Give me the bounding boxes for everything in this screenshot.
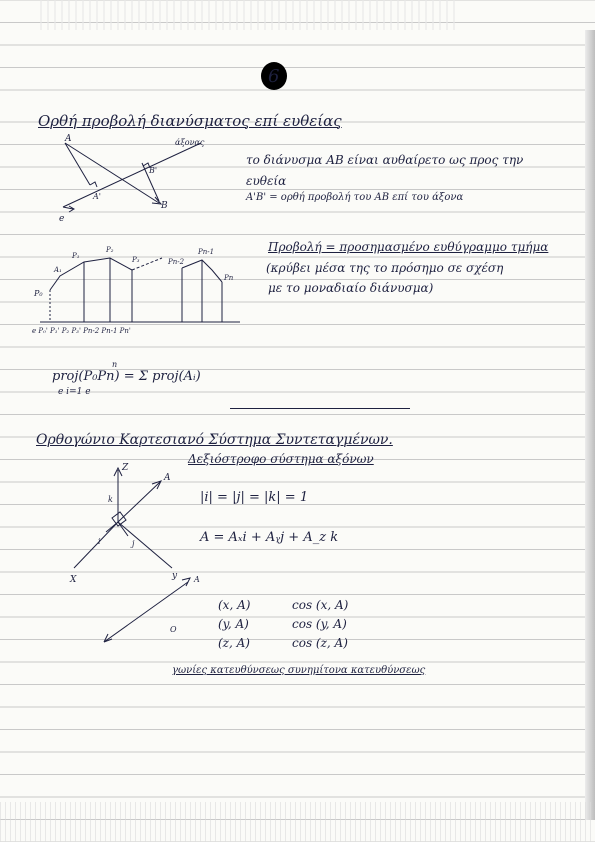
label-pn1: Pn-1 bbox=[198, 248, 215, 256]
angle-za: (z, A) bbox=[218, 636, 250, 650]
vector-a2-label: A bbox=[194, 575, 200, 584]
cos-za: cos (z, A) bbox=[292, 636, 348, 650]
origin-o-label: O bbox=[170, 625, 177, 634]
label-unit-e: e bbox=[59, 214, 65, 224]
direction-vector-diagram bbox=[100, 570, 210, 650]
angle-xa: (x, A) bbox=[218, 598, 251, 612]
direction-caption: γωνίες κατευθύνσεως συνημίτονα κατευθύνσεως bbox=[172, 665, 426, 676]
label-pn2: Pn-2 bbox=[168, 258, 185, 266]
unit-length-eq: |i| = |j| = |k| = 1 bbox=[200, 490, 309, 505]
polyline-projection-diagram bbox=[32, 240, 252, 335]
scan-noise-bottom bbox=[0, 802, 595, 842]
label-p2: P₂ bbox=[106, 246, 114, 254]
label-pn: Pn bbox=[224, 274, 234, 282]
label-a: A bbox=[65, 134, 72, 144]
unit-k-label: k bbox=[108, 495, 113, 504]
axis-x-label: X bbox=[70, 575, 77, 585]
page-edge bbox=[585, 30, 595, 820]
section2-title: Ορθογώνιο Καρτεσιανό Σύστημα Συντεταγμένων. bbox=[36, 432, 393, 448]
axis-z-label: Z bbox=[122, 463, 129, 473]
unit-i-label: i bbox=[98, 537, 101, 546]
label-p0: P₀ bbox=[34, 289, 43, 298]
sum-formula-upper: n bbox=[112, 360, 118, 369]
sum-formula: proj(P₀Pn) = Σ proj(Aᵢ) bbox=[52, 369, 201, 384]
sum-formula-sub: e i=1 e bbox=[58, 387, 91, 397]
label-p1: P₁ bbox=[72, 252, 80, 260]
note-line3: με το μοναδιαίο διάνυσμα) bbox=[268, 281, 434, 295]
projection-diagram bbox=[55, 135, 225, 225]
cos-ya: cos (y, A) bbox=[292, 617, 347, 631]
vector-a-label: A bbox=[164, 473, 171, 483]
note-line1: Προβολή = προσημασμένο ευθύγραμμο τμήμα bbox=[268, 240, 549, 254]
label-b-foot: B' bbox=[149, 166, 158, 175]
scan-noise-top bbox=[40, 0, 460, 30]
cos-xa: cos (x, A) bbox=[292, 598, 349, 612]
section-divider bbox=[230, 408, 410, 409]
section1-line3: A'B' = ορθή προβολή του AB επί του άξονα bbox=[246, 192, 464, 203]
unit-j-label: j bbox=[132, 539, 135, 548]
section1-title: Ορθή προβολή διανύσματος επί ευθείας bbox=[38, 112, 342, 130]
label-a1: A₁ bbox=[54, 266, 62, 274]
label-axis: άξονας bbox=[175, 138, 205, 147]
label-p3: P₃ bbox=[132, 256, 140, 264]
note-line2: (κρύβει μέσα της το πρόσημο σε σχέση bbox=[266, 261, 504, 275]
vector-components-eq: A = Aₓi + Aᵧj + A_z k bbox=[200, 530, 339, 545]
section1-line2: ευθεία bbox=[246, 174, 287, 188]
section2-subtitle: Δεξιόστροφο σύστημα αξόνων bbox=[188, 452, 374, 466]
label-b: B bbox=[161, 201, 168, 211]
label-a-foot: A' bbox=[93, 192, 101, 201]
angle-ya: (y, A) bbox=[218, 617, 249, 631]
page-number: 6 bbox=[268, 66, 280, 87]
section1-line1: το διάνυσμα AB είναι αυθαίρετο ως προς την bbox=[246, 153, 524, 167]
axis-y-label: y bbox=[172, 571, 178, 581]
label-bottom-axis: e P₀' P₁' P₂ P₃' Pn-2 Pn-1 Pn' bbox=[32, 327, 131, 335]
